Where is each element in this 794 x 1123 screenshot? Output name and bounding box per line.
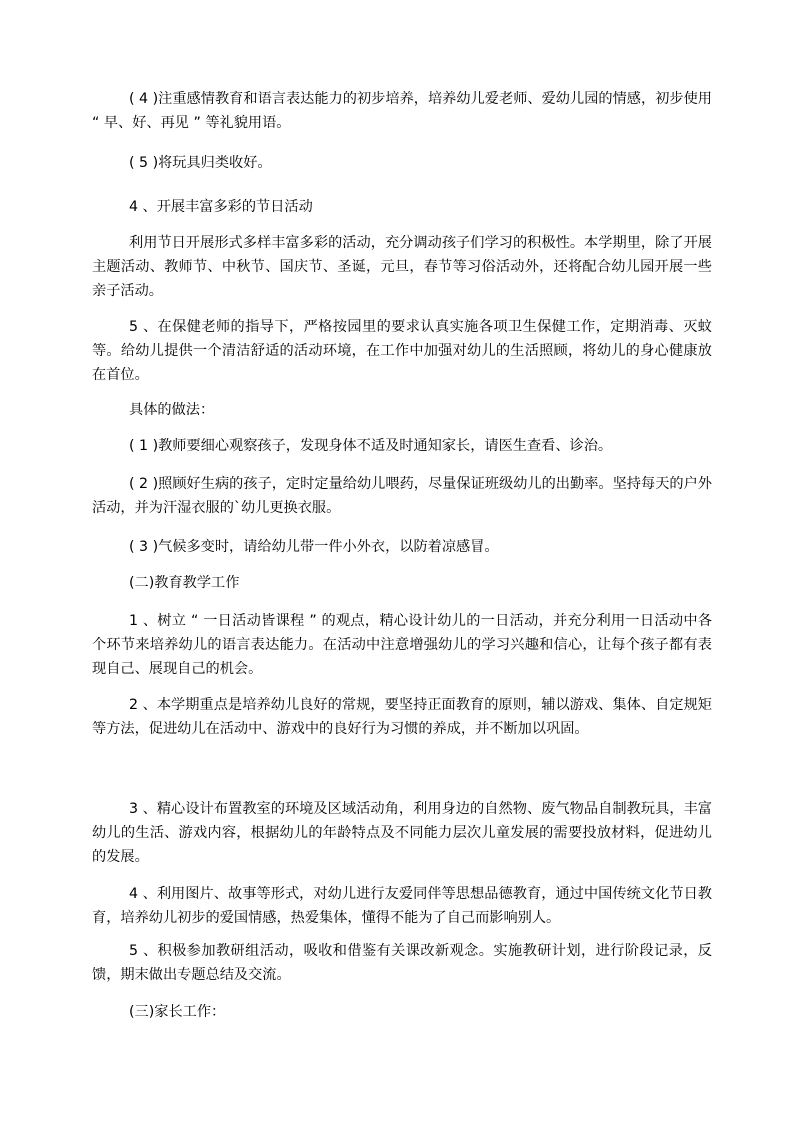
paragraph-item-5-toys: ( 5 )将玩具归类收好。 [129,155,272,171]
paragraph-specific-methods: 具体的做法： [129,402,215,418]
paragraph-item-4-emotion-language: ( 4 )注重感情教育和语言表达能力的初步培养，培养幼儿爱老师、爱幼儿园的情感，初步使用 “ 早、好、再见 ” 等礼貌用语。 [92,91,712,131]
section-heading-education: (二)教育教学工作 [129,575,240,591]
paragraph-education-4: 4 、利用图片、故事等形式，对幼儿进行友爱同伴等思想品德教育，通过中国传统文化节日教育，培养幼儿初步的爱国情感，热爱集体，懂得不能为了自己而影响别人。 [92,886,712,926]
paragraph-education-5: 5 、积极参加教研组活动，吸收和借鉴有关课改新观念。实施教研计划，进行阶段记录，反馈，期末做出专题总结及交流。 [92,943,712,983]
paragraph-education-3: 3 、精心设计布置教室的环境及区域活动角，利用身边的自然物、废气物品自制教玩具，丰富幼儿的生活、游戏内容，根据幼儿的年龄特点及不同能力层次儿童发展的需要投放材料，促进幼儿的发展。 [92,801,712,865]
paragraph-method-1: ( 1 )教师要细心观察孩子，发现身体不适及时通知家长，请医生查看、诊治。 [129,438,613,454]
paragraph-method-2: ( 2 )照顾好生病的孩子，定时定量给幼儿喂药，尽量保证班级幼儿的出勤率。坚持每天的户外活动，并为汗湿衣服的`幼儿更换衣服。 [92,476,712,516]
paragraph-festival-details: 利用节日开展形式多样丰富多彩的活动，充分调动孩子们学习的积极性。本学期里，除了开展主题活动、教师节、中秋节、国庆节、圣诞，元旦，春节等习俗活动外，还将配合幼儿园开展一些亲子活动。 [92,235,712,299]
paragraph-education-2: 2 、本学期重点是培养幼儿良好的常规，要坚持正面教育的原则，辅以游戏、集体、自定规矩等方法，促进幼儿在活动中、游戏中的良好行为习惯的养成，并不断加以巩固。 [92,697,712,737]
paragraph-health-care: 5 、在保健老师的指导下，严格按园里的要求认真实施各项卫生保健工作，定期消毒、灭蚊等。给幼儿提供一个清洁舒适的活动环境，在工作中加强对幼儿的生活照顾，将幼儿的身心健康放在首位。 [92,319,712,383]
section-heading-parent-work: (三)家长工作： [129,1004,226,1020]
paragraph-education-1: 1 、树立 “ 一日活动皆课程 ” 的观点，精心设计幼儿的一日活动，并充分利用一日活动中各个环节来培养幼儿的语言表达能力。在活动中注意增强幼儿的学习兴趣和信心，让每个孩子都有表现自己、展现自己的机会。 [92,613,712,677]
paragraph-method-3: ( 3 )气候多变时，请给幼儿带一件小外衣，以防着凉感冒。 [129,539,499,555]
paragraph-heading-festival-activities: 4 、开展丰富多彩的节日活动 [129,199,313,215]
